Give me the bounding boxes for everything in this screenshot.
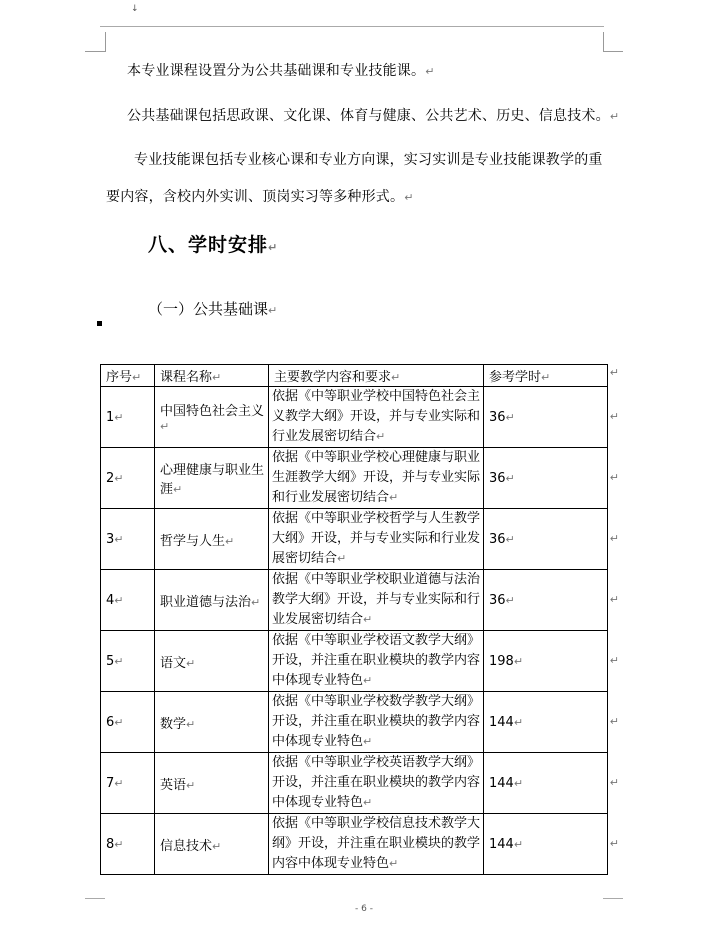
- cell-name: 信息技术↵: [155, 814, 269, 875]
- crop-mark-tr-h: [603, 51, 623, 52]
- cell-name: 语文↵: [155, 631, 269, 692]
- table-row: [101, 387, 608, 448]
- cell-no: 2↵: [101, 448, 155, 509]
- cell-content: 依据《中等职业学校英语教学大纲》开设，并注重在职业模块的教学内容中体现专业特色↵: [269, 753, 484, 814]
- cell-no: 3↵: [101, 509, 155, 570]
- cell-name: 哲学与人生↵: [155, 509, 269, 570]
- cell-no: 1↵: [101, 387, 155, 448]
- cell-name: 英语↵: [155, 753, 269, 814]
- paragraph-skill-courses-line1: 专业技能课包括专业核心课和专业方向课，实习实训是专业技能课教学的重: [134, 152, 603, 168]
- cell-name: 数学↵: [155, 692, 269, 753]
- section-heading: 八、学时安排↵: [148, 234, 279, 256]
- header-mark: ↓: [131, 4, 139, 14]
- page-number: - 6 -: [355, 904, 373, 914]
- cell-hours: 36↵ ↵: [484, 448, 608, 509]
- table-row: [101, 570, 608, 631]
- paragraph-public-basic: 公共基础课包括思政课、文化课、体育与健康、公共艺术、历史、信息技术。↵: [127, 108, 620, 124]
- cell-no: 6↵: [101, 692, 155, 753]
- cell-content: 依据《中等职业学校心理健康与职业生涯教学大纲》开设，并与专业实际和行业发展密切结合↵: [269, 448, 484, 509]
- cell-hours: 36↵ ↵: [484, 509, 608, 570]
- footer-rule-right: [603, 898, 623, 899]
- col-header-content: 主要教学内容和要求↵: [269, 365, 484, 387]
- cell-content: 依据《中等职业学校信息技术教学大纲》开设，并注重在职业模块的教学内容中体现专业特色↵: [269, 814, 484, 875]
- cell-content: 依据《中等职业学校职业道德与法治教学大纲》开设，并与专业实际和行业发展密切结合↵: [269, 570, 484, 631]
- subsection-heading: （一）公共基础课↵: [148, 300, 278, 318]
- cell-content: 依据《中等职业学校数学教学大纲》开设，并注重在职业模块的教学内容中体现专业特色↵: [269, 692, 484, 753]
- crop-mark-tl-h: [85, 51, 105, 52]
- paragraph-skill-courses-line2: 要内容，含校内外实训、顶岗实习等多种形式。↵: [106, 189, 414, 205]
- col-header-hours: 参考学时↵ ↵: [484, 365, 608, 387]
- cell-content: 依据《中等职业学校哲学与人生教学大纲》开设，并与专业实际和行业发展密切结合↵: [269, 509, 484, 570]
- cell-no: 7↵: [101, 753, 155, 814]
- course-hours-table: [100, 364, 619, 875]
- crop-mark-tl-v: [105, 32, 106, 52]
- cell-content: 依据《中等职业学校中国特色社会主义教学大纲》开设，并与专业实际和行业发展密切结合↵: [269, 387, 484, 448]
- footer-rule-left: [85, 898, 105, 899]
- cell-no: 4↵: [101, 570, 155, 631]
- cell-name: 职业道德与法治↵: [155, 570, 269, 631]
- table-row: [101, 692, 608, 753]
- col-header-no: 序号↵: [101, 365, 155, 387]
- cell-hours: 144↵ ↵: [484, 753, 608, 814]
- table-row: [101, 814, 608, 875]
- paragraph-course-setup: 本专业课程设置分为公共基础课和专业技能课。↵: [127, 63, 435, 79]
- cell-no: 8↵: [101, 814, 155, 875]
- table-row: [101, 448, 608, 509]
- paragraph-bullet: [97, 321, 102, 326]
- table-header-row: [101, 365, 608, 387]
- cell-hours: 36↵ ↵: [484, 387, 608, 448]
- table-row: [101, 631, 608, 692]
- cell-hours: 144↵ ↵: [484, 692, 608, 753]
- header-rule: [100, 26, 604, 27]
- cell-name: 中国特色社会主义↵: [155, 387, 269, 448]
- cell-content: 依据《中等职业学校语文教学大纲》开设，并注重在职业模块的教学内容中体现专业特色↵: [269, 631, 484, 692]
- table-row: [101, 753, 608, 814]
- crop-mark-tr-v: [603, 32, 604, 52]
- table-row: [101, 509, 608, 570]
- cell-hours: 144↵ ↵: [484, 814, 608, 875]
- cell-hours: 198↵ ↵: [484, 631, 608, 692]
- cell-no: 5↵: [101, 631, 155, 692]
- col-header-name: 课程名称↵: [155, 365, 269, 387]
- cell-name: 心理健康与职业生涯↵: [155, 448, 269, 509]
- cell-hours: 36↵ ↵: [484, 570, 608, 631]
